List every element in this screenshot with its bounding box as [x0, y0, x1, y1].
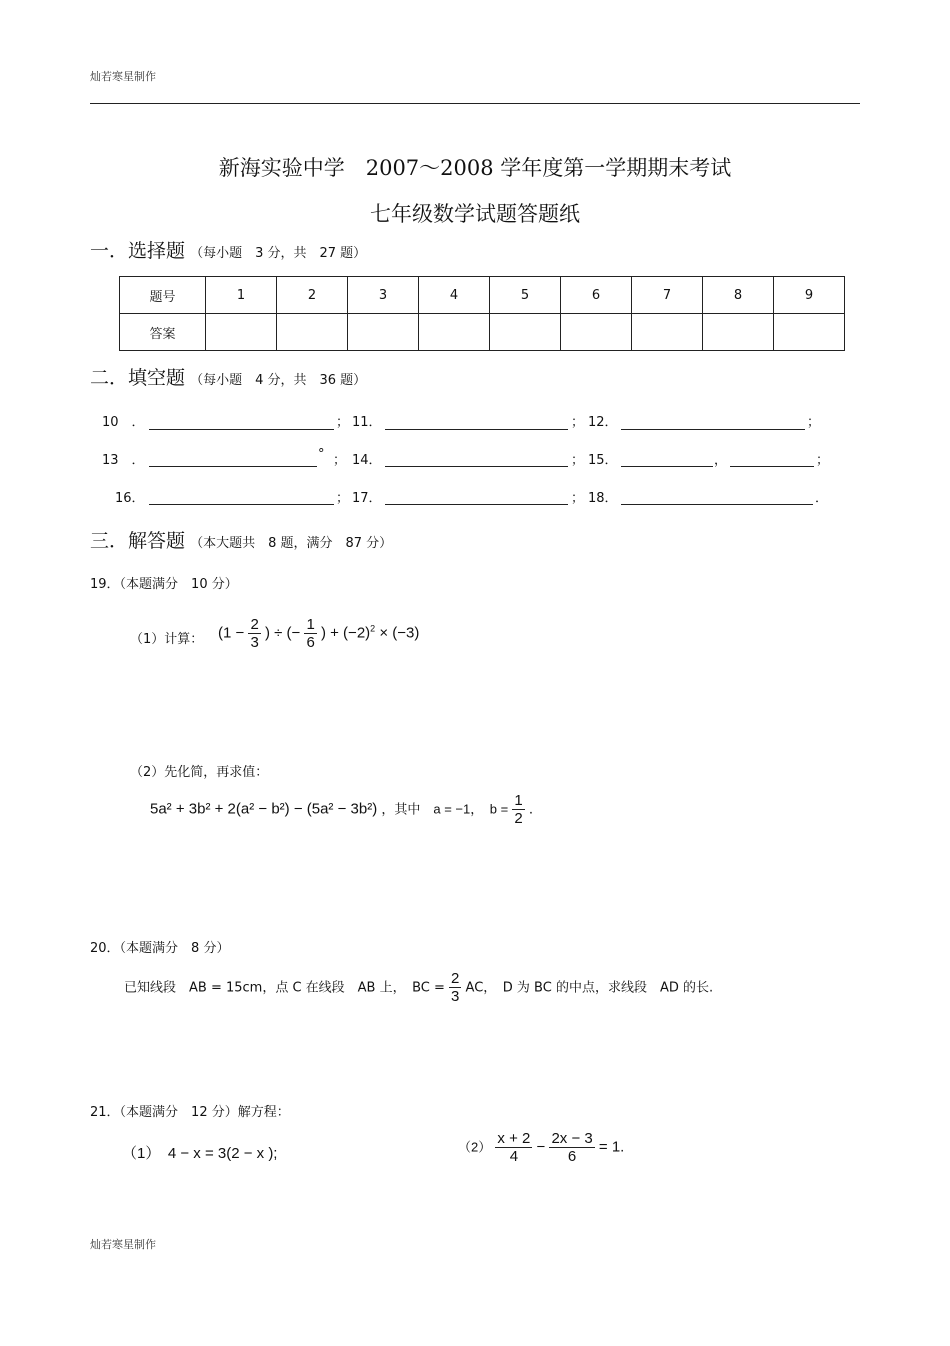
header-rule [90, 103, 860, 104]
separator: ． [815, 491, 829, 506]
denominator: 4 [509, 1148, 519, 1166]
q19-part2-expression [150, 792, 533, 828]
footer-text: 灿若寒星制作 [90, 1238, 156, 1251]
math-text: = 1. [598, 1138, 625, 1156]
q15-blank-b[interactable] [730, 466, 814, 467]
q16-blank[interactable] [149, 504, 334, 505]
math-text: . [528, 800, 534, 818]
separator: ； [571, 415, 585, 430]
q14-blank[interactable] [385, 466, 568, 467]
separator: ； [336, 491, 350, 506]
separator: ； [807, 415, 821, 430]
q19-part1-expression [218, 616, 419, 652]
q11-blank[interactable] [385, 429, 568, 430]
separator: ； [571, 453, 585, 468]
answer-cell[interactable] [703, 314, 774, 351]
q14-label: 14． [352, 453, 382, 468]
question-number: 1 [206, 277, 277, 314]
math-text: (1 − [218, 624, 245, 642]
fraction [449, 970, 461, 1006]
section2-heading: 二．填空题 [90, 367, 186, 389]
q13-blank[interactable] [149, 466, 317, 467]
fraction [304, 616, 316, 652]
answer-cell[interactable] [419, 314, 490, 351]
exponent: 2 [370, 623, 376, 634]
math-text: − [536, 1138, 546, 1156]
question-number: 5 [490, 277, 561, 314]
separator: ， [714, 453, 728, 468]
q10-label: 10 ． [102, 415, 145, 430]
separator: ； [571, 491, 585, 506]
math-text: ) + (−2) [320, 624, 371, 642]
answer-cell[interactable] [348, 314, 419, 351]
q11-label: 11． [352, 415, 382, 430]
q18-label: 18． [588, 491, 618, 506]
section1-header [90, 236, 366, 263]
header-text: 灿若寒星制作 [90, 70, 156, 83]
q19-part2-label: （2）先化简，再求值： [130, 765, 269, 780]
question-number: 2 [277, 277, 348, 314]
numerator: 2x − 3 [551, 1130, 593, 1147]
numerator: 2 [451, 970, 460, 987]
question-number: 7 [632, 277, 703, 314]
fraction [512, 792, 524, 828]
q17-blank[interactable] [385, 504, 568, 505]
fraction [495, 1130, 532, 1166]
fraction [248, 616, 260, 652]
q12-label: 12． [588, 415, 618, 430]
answer-cell[interactable] [490, 314, 561, 351]
q12-blank[interactable] [621, 429, 805, 430]
q19-part1-label: （1）计算： [130, 632, 204, 647]
table-row-label: 答案 [120, 314, 206, 351]
numerator: 2 [250, 616, 259, 633]
table-row [120, 277, 845, 314]
denominator: 2 [514, 810, 523, 828]
table-row [120, 314, 845, 351]
q16-label: 16． [115, 491, 145, 506]
q21-part2 [458, 1130, 624, 1166]
denominator: 6 [567, 1148, 577, 1166]
fraction [549, 1130, 594, 1166]
page-title: 新海实验中学 2007～2008 学年度第一学期期末考试 [218, 156, 732, 180]
answer-cell[interactable] [561, 314, 632, 351]
denominator: 6 [306, 634, 315, 652]
math-text: ) ÷ (− [264, 624, 301, 642]
section2-note: （每小题 4 分，共 36 题） [190, 373, 367, 388]
answer-cell[interactable] [277, 314, 348, 351]
math-text: 已知线段 AB = 15cm，点 C 在线段 AB 上， BC = [124, 980, 445, 996]
section1-heading: 一．选择题 [90, 240, 186, 262]
q17-label: 17． [352, 491, 382, 506]
question-number: 8 [703, 277, 774, 314]
q21-part1: （1） 4 − x = 3(2 − x ); [122, 1145, 278, 1162]
math-text: AC， D 为 BC 的中点，求线段 AD 的长. [465, 980, 714, 996]
separator: ； [336, 415, 350, 430]
section1-note: （每小题 3 分，共 27 题） [190, 246, 367, 261]
q18-blank[interactable] [621, 504, 813, 505]
math-text: × (−3) [375, 624, 420, 642]
q21-part2-label: （2） [458, 1139, 492, 1155]
degree-sign: ° [318, 447, 325, 462]
numerator: 1 [514, 792, 523, 809]
section3-header [90, 526, 392, 553]
math-text: 5a² + 3b² + 2(a² − b²) − (5a² − 3b²) [150, 800, 378, 818]
q15-blank-a[interactable] [621, 466, 713, 467]
q19-title: 19．（本题满分 10 分） [90, 577, 238, 592]
answer-cell[interactable] [632, 314, 703, 351]
section3-heading: 三．解答题 [90, 530, 186, 552]
page-subtitle: 七年级数学试题答题纸 [370, 202, 580, 226]
section2-header [90, 363, 366, 390]
separator: ； [333, 453, 347, 468]
question-number: 4 [419, 277, 490, 314]
math-text: ，其中 a = −1， b = [381, 801, 509, 817]
q20-text [124, 970, 713, 1006]
q21-title: 21．（本题满分 12 分）解方程： [90, 1105, 290, 1120]
question-number: 6 [561, 277, 632, 314]
denominator: 3 [451, 988, 460, 1006]
table-row-label: 题号 [120, 277, 206, 314]
numerator: x + 2 [497, 1130, 531, 1147]
separator: ； [816, 453, 830, 468]
answer-table [119, 276, 845, 351]
denominator: 3 [250, 634, 259, 652]
q15-label: 15． [588, 453, 618, 468]
section3-note: （本大题共 8 题，满分 87 分） [190, 536, 393, 551]
q13-label: 13 ． [102, 453, 145, 468]
question-number: 9 [774, 277, 845, 314]
question-number: 3 [348, 277, 419, 314]
answer-cell[interactable] [774, 314, 845, 351]
q20-title: 20．（本题满分 8 分） [90, 941, 230, 956]
numerator: 1 [306, 616, 315, 633]
answer-cell[interactable] [206, 314, 277, 351]
q10-blank[interactable] [149, 429, 334, 430]
